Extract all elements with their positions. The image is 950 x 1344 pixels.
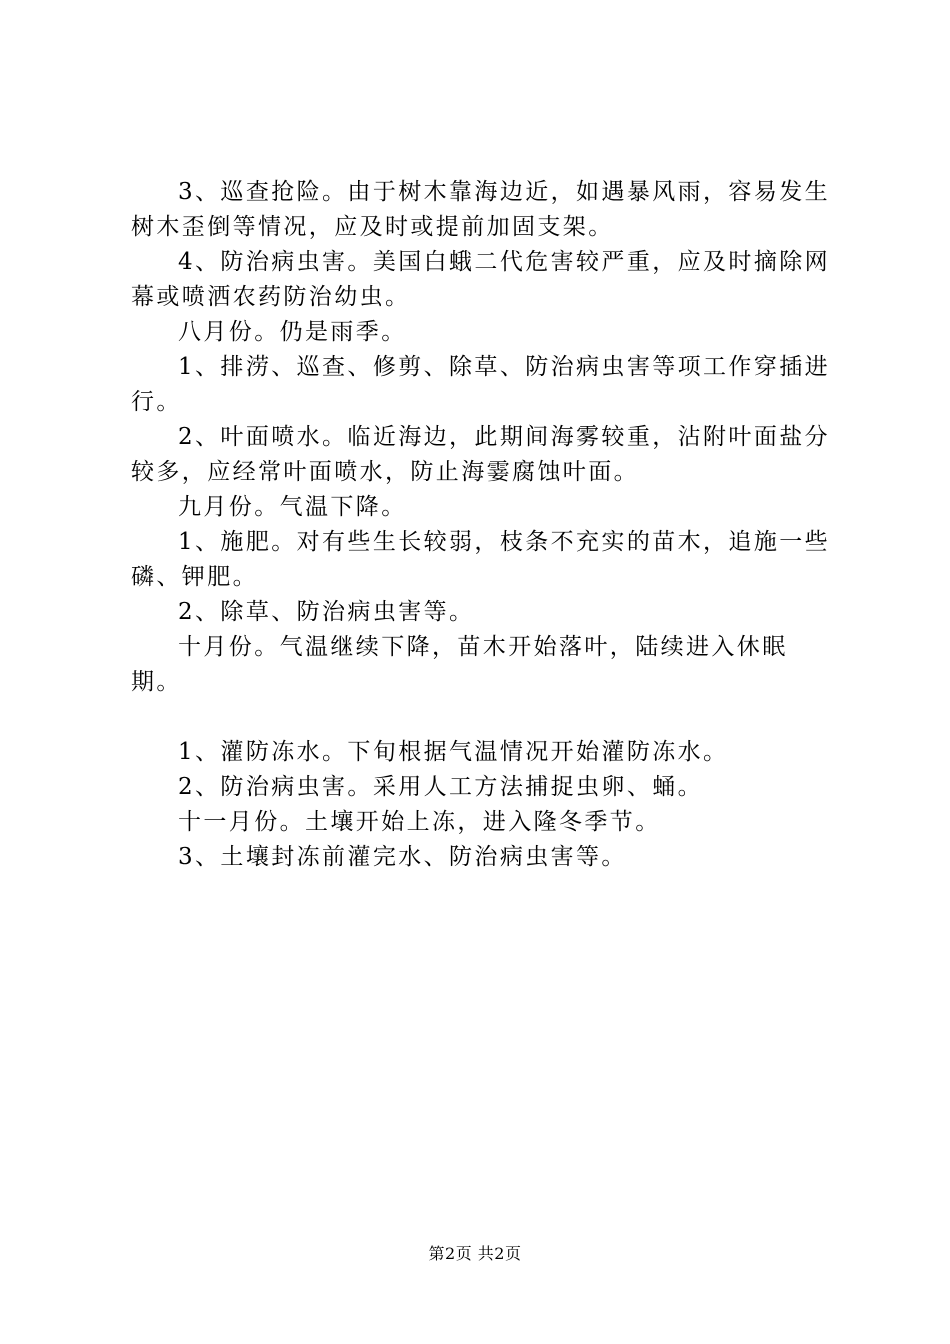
blank-line bbox=[131, 700, 836, 735]
paragraph-patrol-emergency: 3、巡查抢险。由于树木靠海边近，如遇暴风雨，容易发生树木歪倒等情况，应及时或提前加固支架。 bbox=[131, 179, 831, 240]
document-body bbox=[131, 175, 836, 875]
heading-november: 十一月份。土壤开始上冻，进入隆冬季节。 bbox=[178, 809, 661, 835]
paragraph-pest-control-july: 4、防治病虫害。美国白蛾二代危害较严重，应及时摘除网幕或喷洒农药防治幼虫。 bbox=[131, 249, 831, 310]
paragraph-leaf-spray: 2、叶面喷水。临近海边，此期间海雾较重，沾附叶面盐分较多，应经常叶面喷水，防止海霎腐蚀叶面。 bbox=[131, 424, 831, 485]
paragraph-antifreeze-water: 1、灌防冻水。下旬根据气温情况开始灌防冻水。 bbox=[178, 739, 729, 765]
paragraph-drainage: 1、排涝、巡查、修剪、除草、防治病虫害等项工作穿插进行。 bbox=[131, 354, 831, 415]
paragraph-fertilize: 1、施肥。对有些生长较弱，枝条不充实的苗木，追施一些磷、钾肥。 bbox=[131, 529, 831, 590]
paragraph-pest-control-october: 2、防治病虫害。采用人工方法捕捉虫卵、蛹。 bbox=[178, 774, 704, 800]
heading-august: 八月份。仍是雨季。 bbox=[178, 319, 407, 345]
page-number-footer: 第2页 共2页 bbox=[428, 1244, 522, 1263]
paragraph-soil-freeze: 3、土壤封冻前灌完水、防治病虫害等。 bbox=[178, 844, 627, 870]
heading-october: 十月份。气温继续下降，苗木开始落叶，陆续进入休眠期。 bbox=[131, 634, 788, 695]
paragraph-weeding: 2、除草、防治病虫害等。 bbox=[178, 599, 475, 625]
heading-september: 九月份。气温下降。 bbox=[178, 494, 407, 520]
